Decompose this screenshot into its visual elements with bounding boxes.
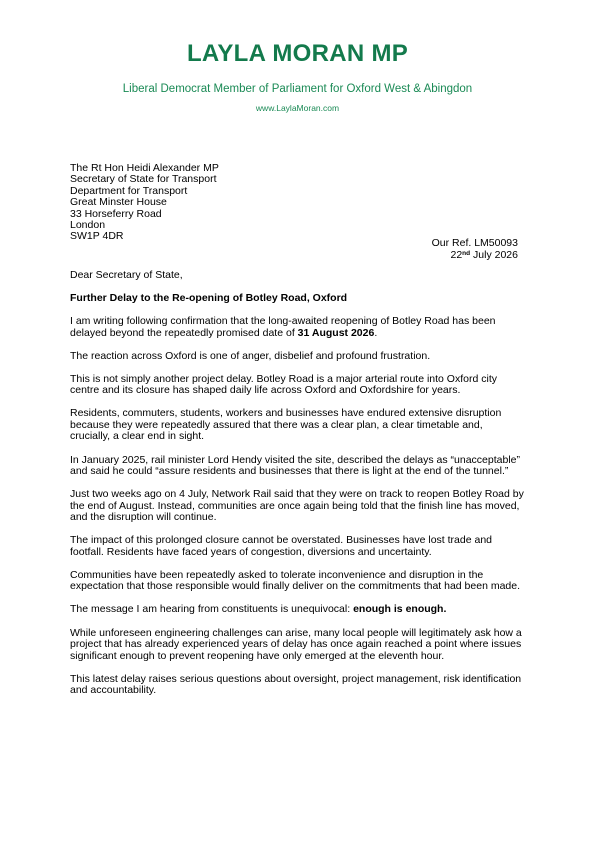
paragraph — [70, 604, 525, 616]
paragraph-text: . — [374, 326, 378, 339]
paragraph: This latest delay raises serious questions about oversight, project management, risk identification and accountability. — [70, 672, 522, 697]
paragraph: Communities have been repeatedly asked to tolerate inconvenience and disruption in the expectation that those responsible would finally deliver on the commitments that had been made. — [70, 568, 521, 593]
letter-body — [70, 270, 525, 708]
paragraph: The reaction across Oxford is one of anger, disbelief and profound frustration. — [70, 349, 431, 362]
letterhead-name: LAYLA MORAN MP — [186, 40, 409, 67]
address-line: London — [70, 219, 106, 232]
address-line: Secretary of State for Transport — [70, 173, 217, 186]
subject-line: Further Delay to the Re-opening of Botley Road, Oxford — [70, 292, 348, 305]
date-suffix: nd — [462, 249, 471, 257]
address-line: 33 Horseferry Road — [70, 207, 162, 220]
highlighted-date: 31 August 2026 — [297, 326, 375, 339]
reference-block — [432, 238, 518, 262]
date-day: 22 — [450, 248, 463, 261]
paragraph: This is not simply another project delay. Botley Road is a major arterial route into Oxford city centre and its closure has shaped daily life across Oxford and Oxfordshire for years. — [70, 372, 497, 397]
address-line: The Rt Hon Heidi Alexander MP — [70, 162, 219, 174]
paragraph: Residents, commuters, students, workers and businesses have endured extensive disruption because they were repeatedly assured that there was a clear plan, a clear timetable and, crucially, a clear end in sight. — [70, 407, 502, 443]
our-reference: Our Ref. LM50093 — [431, 237, 518, 249]
address-line: SW1P 4DR — [70, 230, 124, 243]
date-month-year: July 2026 — [470, 248, 518, 261]
recipient-address — [70, 163, 219, 243]
paragraph: Just two weeks ago on 4 July, Network Rail said that they were on track to reopen Botley Road by the end of August. Instead, communities are once again being told that the finish line has moved, and the disruption will continue. — [70, 488, 524, 524]
address-line: Great Minster House — [70, 196, 167, 209]
paragraph: While unforeseen engineering challenges can arise, many local people will legitimately ask how a project that has already experienced years of delay has once again reached a point where issues significant enough to prevent reopening have only emerged at the eleventh hour. — [70, 626, 522, 662]
paragraph-text: The message I am hearing from constituents is unequivocal: — [70, 603, 354, 616]
letter-date — [432, 250, 518, 262]
paragraph-text: I am writing following confirmation that the long-awaited reopening of Botley Road has been delayed beyond the repeatedly promised date of — [70, 315, 496, 339]
letterhead-website: www.LaylaMoran.com — [255, 103, 340, 113]
address-line: Department for Transport — [70, 184, 188, 197]
letterhead-role: Liberal Democrat Member of Parliament for Oxford West & Abingdon — [122, 83, 473, 95]
salutation: Dear Secretary of State, — [70, 269, 183, 281]
paragraph: In January 2025, rail minister Lord Hendy visited the site, described the delays as “unacceptable” and said he could “assure residents and businesses that there is light at the end of the tunnel.” — [70, 453, 520, 478]
emphasis-text: enough is enough. — [353, 603, 447, 616]
paragraph — [70, 316, 525, 339]
paragraph: The impact of this prolonged closure cannot be overstated. Businesses have lost trade and footfall. Residents have faced years of congestion, diversions and uncertainty. — [70, 534, 492, 558]
